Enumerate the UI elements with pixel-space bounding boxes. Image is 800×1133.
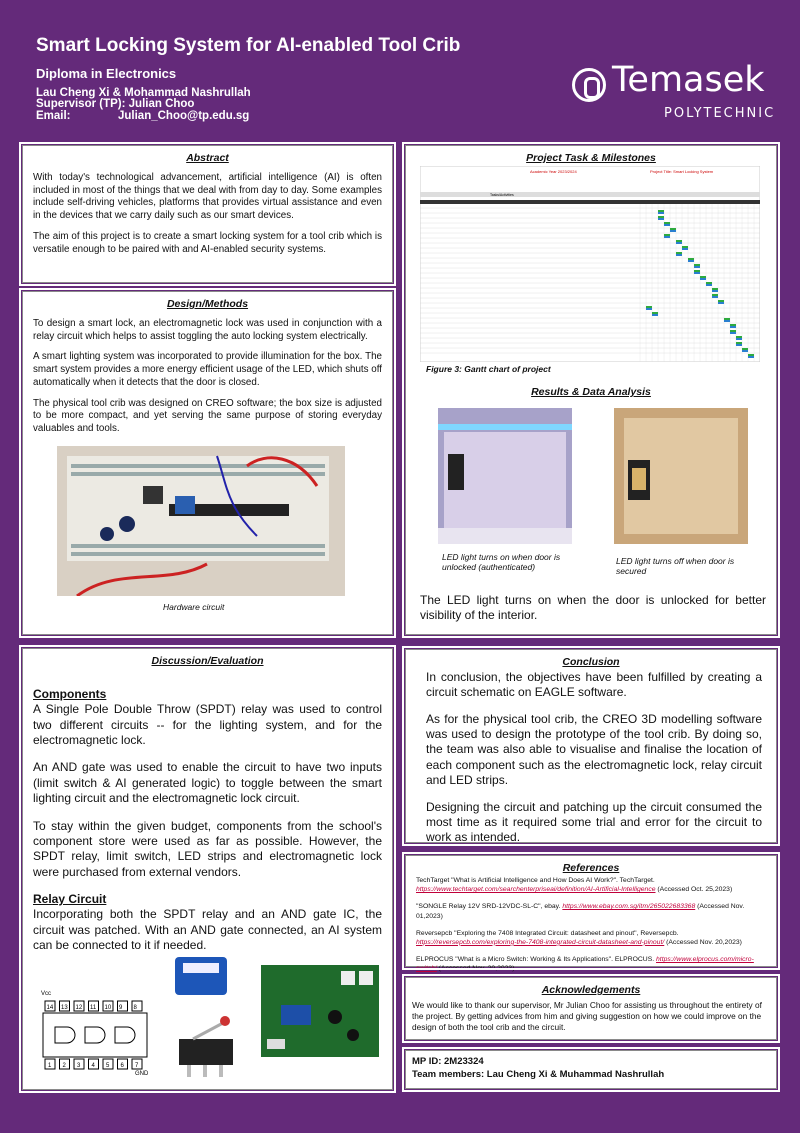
gantt-actual-bar bbox=[730, 332, 736, 334]
and-gate-pinout-diagram bbox=[35, 983, 155, 1083]
gantt-actual-bar bbox=[676, 254, 682, 256]
chip-pin-label: 9 bbox=[119, 1005, 123, 1011]
discussion-p2: An AND gate was used to enable the circuit to have two inputs (limit switch & AI generated logic) to toggle between the smart lighting circuit and the electromagnetic lock circuit. bbox=[33, 760, 382, 806]
gantt-plan-bar bbox=[742, 348, 748, 350]
gantt-plan-bar bbox=[736, 336, 742, 338]
gantt-plan-bar bbox=[664, 222, 670, 224]
gantt-header-right: Project Title: Smart Locking System bbox=[650, 169, 714, 174]
gantt-actual-bar bbox=[736, 338, 742, 340]
gantt-chart bbox=[420, 166, 760, 362]
gantt-plan-bar bbox=[652, 312, 658, 314]
gantt-actual-bar bbox=[682, 248, 688, 250]
gantt-actual-bar bbox=[694, 266, 700, 268]
chip-pin-label: 14 bbox=[46, 1005, 54, 1011]
gantt-actual-bar bbox=[676, 242, 682, 244]
relay-photo bbox=[171, 949, 233, 999]
reference-2-link[interactable]: https://www.ebay.com.sg/itm/265022683368 bbox=[562, 903, 696, 911]
gantt-actual-bar bbox=[658, 218, 664, 220]
design-title: Design/Methods bbox=[166, 298, 249, 310]
reference-2: "SONGLE Relay 12V SRD-12VDC-SL-C", ebay. https://www.ebay.com.sg/itm/265022683368 (Accessed Nov. 01,2023) bbox=[416, 903, 745, 920]
discussion-title: Discussion/Evaluation bbox=[151, 655, 264, 667]
gantt-plan-bar bbox=[718, 300, 724, 302]
supervisor: Supervisor (TP): Julian Choo bbox=[36, 98, 195, 110]
gantt-plan-bar bbox=[670, 228, 676, 230]
conclusion-title: Conclusion bbox=[562, 656, 620, 668]
gantt-plan-bar bbox=[700, 276, 706, 278]
chip-pin-label: 12 bbox=[75, 1005, 83, 1011]
results-text: The LED light turns on when the door is unlocked for better visibility of the interior. bbox=[420, 593, 766, 623]
gantt-actual-bar bbox=[652, 314, 658, 316]
reference-1-link[interactable]: https://www.techtarget.com/searchenterpriseai/definition/AI-Artificial-Intelligence bbox=[416, 886, 656, 894]
chip-pin-label: 8 bbox=[133, 1005, 137, 1011]
gantt-header-title: Academic Year 2023/2024 bbox=[530, 169, 577, 174]
gantt-actual-bar bbox=[730, 326, 736, 328]
micro-switch-photo bbox=[173, 1011, 239, 1081]
discussion-p1: A Single Pole Double Throw (SPDT) relay was used to control two different circuits -- for the lighting system, and for the electromagnetic lock. bbox=[33, 702, 382, 748]
email-label: Email: bbox=[36, 110, 71, 122]
gantt-plan-bar bbox=[694, 270, 700, 272]
gantt-actual-bar bbox=[712, 296, 718, 298]
gantt-actual-bar bbox=[718, 302, 724, 304]
hardware-circuit-photo bbox=[57, 446, 345, 596]
gantt-tasks-col: Tasks/Activities bbox=[490, 193, 514, 197]
email-value: Julian_Choo@tp.edu.sg bbox=[118, 110, 250, 122]
reference-4: ELPROCUS "What is a Micro Switch: Working & Its Applications". ELPROCUS. https://www.elprocus.com/micro-switch/ (Accessed Nov. 20,2023) bbox=[416, 956, 754, 973]
gantt-plan-bar bbox=[658, 216, 664, 218]
discussion-p3: To stay within the given budget, components from the school's component store were used as far as possible. However, the SPDT relay, limit switch, LED strips and electromagnetic lock were purchased from external vendors. bbox=[33, 818, 382, 879]
gantt-actual-bar bbox=[658, 212, 664, 214]
gantt-actual-bar bbox=[688, 260, 694, 262]
logo-sub: POLYTECHNIC bbox=[664, 106, 776, 121]
chip-pin-label: 3 bbox=[77, 1063, 81, 1069]
gantt-plan-bar bbox=[694, 264, 700, 266]
ack-text: We would like to thank our supervisor, Mr Julian Choo for assisting us throughout the entirety of the project. By getting advices from him and giving suggestion on how we could improve on the design of both the tool crib and the circuit. bbox=[412, 1000, 762, 1032]
chip-gnd-label: GND bbox=[135, 1071, 149, 1077]
gantt-plan-bar bbox=[676, 240, 682, 242]
footer-panel bbox=[405, 1050, 777, 1089]
chip-pin-label: 2 bbox=[62, 1063, 66, 1069]
gantt-actual-bar bbox=[646, 308, 652, 310]
gantt-actual-bar bbox=[694, 272, 700, 274]
gantt-plan-bar bbox=[664, 234, 670, 236]
reference-3-link[interactable]: https://reversepcb.com/exploring-the-7408-integrated-circuit-datasheet-and-pinout/ bbox=[416, 938, 665, 946]
chip-pin-label: 6 bbox=[120, 1063, 124, 1069]
design-p3: The physical tool crib was designed on CREO software; the box size is adjusted to be more compact, and yet serving the same purpose of storing everyday valuables and tools. bbox=[33, 397, 382, 435]
abstract-p1: With today's technological advancement, artificial intelligence (AI) is often included in most of the things that we deal with from day to day. Some examples include self-driving vehicles, platforms that provides virtual assistance and even in the devices that we carry daily such as our smart devices. bbox=[33, 172, 382, 222]
conclusion-p1: In conclusion, the objectives have been fulfilled by creating a circuit schematic on EAGLE software. bbox=[426, 670, 762, 700]
components-heading: Components bbox=[33, 687, 107, 701]
conclusion-p3: Designing the circuit and patching up the circuit consumed the most time as it required some trial and error for the circuit to work as intended. bbox=[426, 799, 762, 845]
poster-title: Smart Locking System for AI-enabled Tool Crib bbox=[36, 35, 461, 56]
tasks-panel bbox=[405, 145, 777, 635]
gantt-plan-bar bbox=[730, 330, 736, 332]
gantt-plan-bar bbox=[658, 210, 664, 212]
chip-pin-label: 11 bbox=[90, 1005, 97, 1011]
gantt-plan-bar bbox=[736, 342, 742, 344]
gantt-plan-bar bbox=[730, 324, 736, 326]
gantt-caption: Figure 3: Gantt chart of project bbox=[426, 364, 551, 374]
relay-heading: Relay Circuit bbox=[33, 891, 107, 906]
led-off-photo bbox=[614, 408, 748, 544]
course-name: Diploma in Electronics bbox=[36, 66, 177, 81]
discussion-p4: Incorporating both the SPDT relay and an AND gate IC, the circuit was patched. With an AND gate connected, an AI system can be connected to it if needed. bbox=[33, 907, 382, 953]
tasks-title: Project Task & Milestones bbox=[526, 152, 656, 164]
gantt-actual-bar bbox=[736, 344, 742, 346]
chip-pin-label: 1 bbox=[48, 1063, 52, 1069]
gantt-plan-bar bbox=[706, 282, 712, 284]
acknowledgements-panel bbox=[405, 977, 777, 1040]
reference-3: Reversepcb "Exploring the 7408 Integrated Circuit: datasheet and pinout", Reversepcb. https://reversepcb.com/exploring-the-7408-integrated-circuit-datasheet-and-pinout/ (Accessed Nov. 20,2023) bbox=[416, 929, 742, 946]
chip-pin-label: 13 bbox=[61, 1005, 68, 1011]
design-panel bbox=[22, 291, 393, 635]
gantt-actual-bar bbox=[700, 278, 706, 280]
chip-vcc-label: Vcc bbox=[41, 991, 52, 997]
conclusion-p2: As for the physical tool crib, the CREO 3D modelling software was used to design the prototype of the tool crib. By doing so, the team was also able to visualise and finalise the location of each component such as the electromagnetic lock, relay circuit and LED strips. bbox=[426, 711, 762, 788]
gantt-actual-bar bbox=[706, 284, 712, 286]
gantt-plan-bar bbox=[712, 288, 718, 290]
references-panel bbox=[405, 855, 777, 973]
mp-id: MP ID: 2M23324 bbox=[412, 1056, 484, 1067]
gantt-actual-bar bbox=[712, 290, 718, 292]
gantt-plan-bar bbox=[712, 294, 718, 296]
temasek-logo bbox=[572, 60, 782, 124]
gantt-actual-bar bbox=[748, 356, 754, 358]
led-on-photo bbox=[438, 408, 572, 544]
chip-pin-label: 4 bbox=[91, 1063, 95, 1069]
gantt-actual-bar bbox=[742, 350, 748, 352]
gantt-plan-bar bbox=[748, 354, 754, 356]
logo-name: Temasek bbox=[612, 60, 765, 100]
gantt-actual-bar bbox=[670, 230, 676, 232]
design-p1: To design a smart lock, an electromagnetic lock was used in conjunction with a relay circuit which helps to assist toggling the auto locking system electrically. bbox=[33, 318, 382, 342]
results-title: Results & Data Analysis bbox=[531, 386, 651, 398]
team-members: Team members: Lau Cheng Xi & Muhammad Nashrullah bbox=[412, 1069, 665, 1080]
chip-pin-label: 10 bbox=[104, 1005, 112, 1011]
ack-title: Acknowledgements bbox=[541, 984, 641, 996]
reference-4-link[interactable]: https://www.elprocus.com/micro-switch/ bbox=[416, 956, 754, 973]
chip-pin-label: 7 bbox=[135, 1063, 139, 1069]
gantt-actual-bar bbox=[664, 224, 670, 226]
discussion-panel bbox=[22, 648, 393, 1090]
design-p2: A smart lighting system was incorporated to provide illumination for the box. The smart system provides a more energy efficient usage of the LED, which shuts off automatically when it detects that the door is closed. bbox=[33, 351, 382, 388]
led-on-caption: LED light turns on when door is unlocked (authenticated) bbox=[442, 552, 561, 572]
chip-pin-label: 5 bbox=[106, 1063, 110, 1069]
gantt-plan-bar bbox=[688, 258, 694, 260]
reference-1: TechTarget "What is Artificial Intelligence and How Does AI Work?". TechTarget. https://www.techtarget.com/searchenterpriseai/definition/AI-Artificial-Intelligence (Accessed Oct. 25,2023) bbox=[416, 877, 733, 894]
logo-mark-icon bbox=[572, 68, 606, 102]
authors: Lau Cheng Xi & Mohammad Nashrullah bbox=[36, 87, 251, 99]
gantt-actual-bar bbox=[724, 320, 730, 322]
gantt-plan-bar bbox=[646, 306, 652, 308]
gantt-actual-bar bbox=[664, 236, 670, 238]
abstract-title: Abstract bbox=[186, 152, 229, 164]
gantt-plan-bar bbox=[682, 246, 688, 248]
references-title: References bbox=[562, 862, 620, 874]
gantt-plan-bar bbox=[676, 252, 682, 254]
abstract-panel bbox=[22, 145, 393, 283]
gantt-plan-bar bbox=[724, 318, 730, 320]
hardware-caption: Hardware circuit bbox=[163, 602, 225, 612]
pcb-photo bbox=[261, 965, 379, 1057]
conclusion-panel bbox=[405, 649, 777, 843]
abstract-p2: The aim of this project is to create a smart locking system for a tool crib which is versatile enough to be paired with and AI-enabled security systems. bbox=[33, 230, 382, 255]
led-off-caption: LED light turns off when door is secured bbox=[616, 556, 735, 576]
